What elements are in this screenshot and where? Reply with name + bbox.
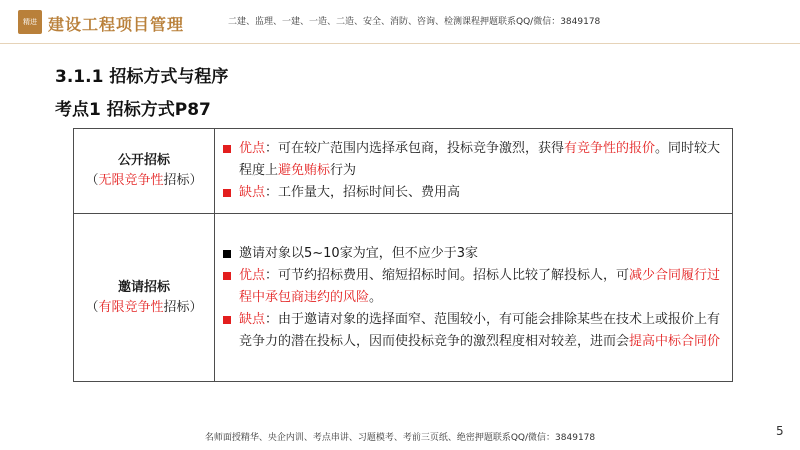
disadvantage-label: 缺点 bbox=[239, 185, 266, 200]
square-bullet-icon bbox=[223, 272, 231, 280]
invited-bidding-name: 邀请招标 bbox=[117, 279, 170, 295]
list-item: 邀请对象以5~10家为宜，但不应少于3家 bbox=[223, 243, 724, 265]
footer-ad-text: 名师面授精华、央企内训、考点串讲、习题模考、考前三页纸、绝密押题联系QQ/微信：3849178 bbox=[204, 433, 596, 443]
advantage-label: 优点 bbox=[239, 267, 266, 283]
logo: 精进 bbox=[18, 10, 42, 34]
header-divider bbox=[0, 43, 800, 44]
list-item: 缺点：由于邀请对象的选择面窄、范围较小，有可能会排除某些在技术上或报价上有竞争力的潜在投标人，因而使投标竞争的激烈程度相对较差，进而会提高中标合同价 bbox=[223, 309, 724, 353]
section-title: 3.1.1 招标方式与程序 bbox=[55, 67, 229, 87]
open-bidding-name: 公开招标 bbox=[117, 153, 170, 168]
table-row-open-bidding bbox=[74, 129, 733, 214]
open-bidding-details bbox=[215, 129, 733, 214]
square-bullet-icon bbox=[223, 189, 231, 197]
invited-bidding-desc: （有限竞争性招标） bbox=[85, 299, 203, 315]
header bbox=[0, 0, 800, 44]
bidding-methods-table bbox=[73, 128, 733, 382]
list-item: 缺点：工作量大，招标时间长、费用高 bbox=[223, 182, 724, 204]
advantage-label: 优点 bbox=[239, 141, 266, 156]
open-bidding-desc: （无限竞争性招标） bbox=[85, 173, 203, 188]
invited-bidding-cell bbox=[74, 214, 215, 382]
header-ad-text: 二建、监理、一建、一造、二造、安全、消防、咨询、检测课程押题联系QQ/微信：3849178 bbox=[228, 17, 601, 27]
page-number: 5 bbox=[776, 424, 784, 438]
open-bidding-cell bbox=[74, 129, 215, 214]
disadvantage-label: 缺点 bbox=[239, 311, 266, 327]
brand-title: 建设工程项目管理 bbox=[48, 15, 185, 34]
square-bullet-icon bbox=[223, 145, 231, 153]
square-bullet-icon bbox=[223, 250, 231, 258]
point-title: 考点1 招标方式P87 bbox=[55, 100, 211, 120]
list-item: 优点：可在较广范围内选择承包商，投标竞争激烈，获得有竞争性的报价。同时较大程度上避免贿标行为 bbox=[223, 138, 724, 182]
invited-bidding-details bbox=[215, 214, 733, 382]
list-item: 优点：可节约招标费用、缩短招标时间。招标人比较了解投标人，可减少合同履行过程中承包商违约的风险。 bbox=[223, 265, 724, 309]
table-row-invited-bidding bbox=[74, 214, 733, 382]
square-bullet-icon bbox=[223, 316, 231, 324]
